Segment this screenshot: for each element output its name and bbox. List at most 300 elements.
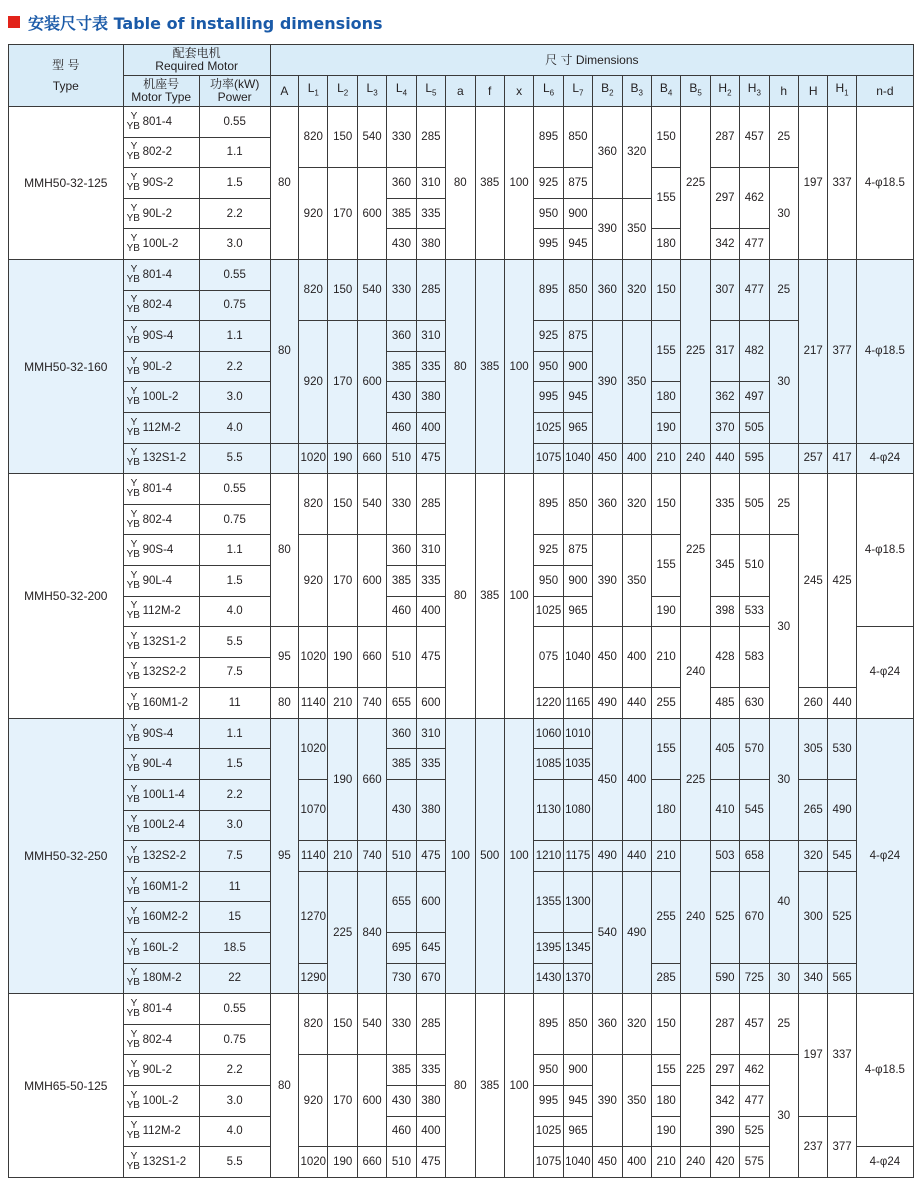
pump-type-cell: MMH50-32-200 [9, 474, 124, 719]
dim-cell-l5: 310 [416, 535, 445, 566]
dim-cell-l3: 600 [357, 168, 386, 260]
header-col-l2: $L_2$ [328, 76, 357, 107]
dim-cell-n-d: 4-φ24 [856, 443, 913, 474]
dim-cell-a: 80 [270, 107, 298, 260]
dim-cell-x: 100 [504, 259, 533, 473]
dim-cell-a: 100 [446, 718, 475, 993]
dim-cell-b4: 255 [651, 871, 680, 963]
dim-cell-b4: 210 [651, 1147, 680, 1178]
dim-cell-b4: 190 [651, 596, 680, 627]
dim-cell-h3: 462 [740, 1055, 769, 1086]
motor-frame: 160M1-2 [142, 880, 188, 893]
dim-cell-h1: 545 [828, 841, 856, 872]
motor-power-cell: 2.2 [199, 1055, 270, 1086]
dim-cell-l7: 900 [563, 565, 592, 596]
header-col-l5: $L_5$ [416, 76, 445, 107]
dim-cell-b4: 155 [651, 168, 680, 229]
table-row [9, 259, 914, 290]
motor-power-cell: 1.1 [199, 321, 270, 352]
dim-cell-l4: 655 [387, 871, 416, 932]
dim-cell-l6: 1075 [534, 443, 563, 474]
dim-cell-l6: 1220 [534, 688, 563, 719]
motor-frame: 801-4 [142, 482, 173, 495]
dim-cell-l3: 660 [357, 627, 386, 688]
dim-cell-h1: 425 [828, 474, 856, 688]
dim-cell-h2: 390 [710, 1116, 739, 1147]
dim-cell-l4: 360 [387, 168, 416, 199]
dim-cell-h: 340 [798, 963, 827, 994]
dim-cell-l5: 335 [416, 1055, 445, 1086]
dim-cell-b4: 150 [651, 474, 680, 535]
dim-cell-b4: 255 [651, 688, 680, 719]
motor-frame: 132S1-2 [142, 452, 187, 465]
motor-type-cell [123, 1086, 199, 1117]
motor-type-cell [123, 382, 199, 413]
dim-cell-h3: 462 [740, 168, 769, 229]
dim-cell-h: 25 [769, 259, 798, 320]
dim-cell-l3: 600 [357, 1055, 386, 1147]
motor-power-cell: 0.55 [199, 994, 270, 1025]
dim-cell-l6: 1025 [534, 412, 563, 443]
dim-cell-h2: 428 [710, 627, 739, 688]
dim-cell-l4: 330 [387, 994, 416, 1055]
header-col-a: a [446, 76, 475, 107]
dim-cell-h1: 337 [828, 107, 856, 260]
dim-cell-l6: 1130 [534, 780, 563, 841]
dim-cell-l7: 965 [563, 1116, 592, 1147]
motor-power-cell: 0.75 [199, 1024, 270, 1055]
motor-frame: 160M1-2 [142, 697, 188, 710]
dim-cell-l5: 335 [416, 749, 445, 780]
dim-cell-b4: 180 [651, 780, 680, 841]
motor-type-cell [123, 198, 199, 229]
yb-prefix: Y YB [126, 936, 140, 958]
dim-cell-a: 80 [446, 994, 475, 1178]
header-type [9, 45, 124, 107]
page-title: 安装尺寸表 Table of installing dimensions [28, 13, 383, 33]
dim-cell-b3: 320 [622, 107, 651, 199]
dim-cell-b2: 450 [593, 627, 622, 688]
dim-cell-h1: 440 [828, 688, 856, 719]
motor-power-cell: 4.0 [199, 412, 270, 443]
dim-cell-h3: 510 [740, 535, 769, 596]
dim-cell-l5: 475 [416, 1147, 445, 1178]
yb-prefix: Y YB [126, 1028, 140, 1050]
dim-cell-a [270, 443, 298, 474]
dim-cell-l5: 380 [416, 229, 445, 260]
yb-prefix: Y YB [126, 1150, 140, 1172]
dim-cell-l4: 430 [387, 382, 416, 413]
header-col-a: A [270, 76, 298, 107]
dim-cell-a: 80 [446, 474, 475, 719]
dim-cell-a: 80 [446, 107, 475, 260]
dim-cell-l6: 1060 [534, 718, 563, 749]
header-col-b4: $B_4$ [651, 76, 680, 107]
dim-cell-l1: 1070 [299, 780, 328, 841]
header-col-l4: $L_4$ [387, 76, 416, 107]
dim-cell-b3: 440 [622, 688, 651, 719]
dimensions-table [8, 44, 914, 1178]
dim-cell-x: 100 [504, 718, 533, 993]
dim-cell-h: 257 [798, 443, 827, 474]
dim-cell-b5: 225 [681, 994, 710, 1147]
dim-cell-h2: 335 [710, 474, 739, 535]
dim-cell-h3: 477 [740, 229, 769, 260]
dim-cell-l6: 1355 [534, 871, 563, 932]
header-col-l7: $L_7$ [563, 76, 592, 107]
dim-cell-b5: 240 [681, 443, 710, 474]
motor-type-cell [123, 596, 199, 627]
dim-cell-l6: 995 [534, 382, 563, 413]
dim-cell-b3: 400 [622, 1147, 651, 1178]
dim-cell-h2: 525 [710, 871, 739, 963]
dim-cell-h1: 377 [828, 1116, 856, 1177]
yb-prefix: Y YB [126, 1059, 140, 1081]
dim-cell-n-d: 4-φ18.5 [856, 994, 913, 1147]
dim-cell-l6: 895 [534, 259, 563, 320]
dim-cell-l4: 330 [387, 474, 416, 535]
dim-cell-b2: 360 [593, 107, 622, 199]
header-col-l6: $L_6$ [534, 76, 563, 107]
dim-cell-l5: 335 [416, 565, 445, 596]
motor-type-cell [123, 749, 199, 780]
motor-frame: 132S1-2 [142, 635, 187, 648]
dim-cell-h: 40 [769, 841, 798, 963]
dim-cell-l7: 900 [563, 1055, 592, 1086]
dim-cell-n-d: 4-φ18.5 [856, 107, 913, 260]
motor-frame: 100L-2 [142, 238, 179, 251]
dim-cell-b4: 155 [651, 321, 680, 382]
dim-cell-h2: 485 [710, 688, 739, 719]
yb-prefix: Y YB [126, 600, 140, 622]
motor-frame: 160L-2 [142, 941, 179, 954]
motor-type-cell [123, 535, 199, 566]
title-bar [8, 8, 383, 36]
dim-cell-l7: 1035 [563, 749, 592, 780]
header-type-en: Type [52, 78, 79, 93]
dim-cell-l7: 1175 [563, 841, 592, 872]
motor-power-cell: 1.5 [199, 168, 270, 199]
dim-cell-l6: 1395 [534, 933, 563, 964]
dim-cell-h: 237 [798, 1116, 827, 1177]
dim-cell-l4: 360 [387, 535, 416, 566]
table-row [9, 107, 914, 138]
pump-type-cell: MMH50-32-125 [9, 107, 124, 260]
dim-cell-h3: 505 [740, 412, 769, 443]
dim-cell-l7: 965 [563, 596, 592, 627]
dim-cell-b3: 350 [622, 535, 651, 627]
dim-cell-x: 100 [504, 474, 533, 719]
dim-cell-l3: 840 [357, 871, 386, 993]
dim-cell-b5: 240 [681, 627, 710, 719]
dim-cell-h: 217 [798, 259, 827, 443]
dim-cell-a: 95 [270, 718, 298, 993]
motor-frame: 100L-2 [142, 1094, 179, 1107]
yb-prefix: Y YB [126, 906, 140, 928]
yb-prefix: Y YB [126, 814, 140, 836]
dim-cell-l1: 1020 [299, 443, 328, 474]
dim-cell-l5: 335 [416, 198, 445, 229]
dim-cell-h2: 420 [710, 1147, 739, 1178]
dim-cell-b3: 400 [622, 443, 651, 474]
pump-type-cell: MMH50-32-250 [9, 718, 124, 993]
dim-cell-h3: 497 [740, 382, 769, 413]
dim-cell-h: 265 [798, 780, 827, 841]
dim-cell-h3: 457 [740, 107, 769, 168]
dim-cell-l7: 850 [563, 994, 592, 1055]
motor-type-cell [123, 259, 199, 290]
dim-cell-b5: 225 [681, 718, 710, 840]
dim-cell-l6: 895 [534, 474, 563, 535]
dim-cell-l4: 460 [387, 412, 416, 443]
dim-cell-l3: 540 [357, 107, 386, 168]
dim-cell-b2: 450 [593, 1147, 622, 1178]
dim-cell-l3: 600 [357, 321, 386, 443]
dim-cell-l5: 475 [416, 443, 445, 474]
dim-cell-l6: 995 [534, 229, 563, 260]
motor-frame: 160M2-2 [142, 911, 188, 924]
header-col-h: h [769, 76, 798, 107]
dim-cell-b5: 225 [681, 259, 710, 443]
dim-cell-l1: 1140 [299, 688, 328, 719]
yb-prefix: Y YB [126, 783, 140, 805]
motor-type-cell [123, 657, 199, 688]
dim-cell-l2: 210 [328, 688, 357, 719]
dim-cell-h3: 570 [740, 718, 769, 779]
dim-cell-h3: 477 [740, 1086, 769, 1117]
header-col-f: f [475, 76, 504, 107]
header-col-h1: $H_1$ [828, 76, 856, 107]
dim-cell-l4: 330 [387, 259, 416, 320]
dim-cell-h2: 440 [710, 443, 739, 474]
motor-type-cell [123, 933, 199, 964]
dim-cell-h2: 342 [710, 229, 739, 260]
dim-cell-x: 100 [504, 107, 533, 260]
yb-prefix: Y YB [126, 294, 140, 316]
dim-cell-b3: 320 [622, 474, 651, 535]
dim-cell-l6: 950 [534, 198, 563, 229]
dim-cell-l5: 600 [416, 688, 445, 719]
dim-cell-l1: 1020 [299, 718, 328, 779]
dim-cell-l5: 670 [416, 963, 445, 994]
yb-prefix: Y YB [126, 171, 140, 193]
dim-cell-l4: 510 [387, 627, 416, 688]
header-col-b3: $B_3$ [622, 76, 651, 107]
dim-cell-b4: 155 [651, 718, 680, 779]
motor-power-cell: 11 [199, 871, 270, 902]
yb-prefix: Y YB [126, 508, 140, 530]
dim-cell-b2: 360 [593, 259, 622, 320]
yb-prefix: Y YB [126, 324, 140, 346]
dim-cell-h1: 525 [828, 871, 856, 963]
dim-cell-h: 25 [769, 474, 798, 535]
motor-frame: 90S-2 [142, 176, 174, 189]
dim-cell-l4: 385 [387, 198, 416, 229]
yb-prefix: Y YB [126, 263, 140, 285]
dim-cell-l1: 920 [299, 321, 328, 443]
yb-prefix: Y YB [126, 1089, 140, 1111]
dim-cell-h [769, 443, 798, 474]
dim-cell-l4: 510 [387, 841, 416, 872]
motor-frame: 100L2-4 [142, 819, 185, 832]
header-col-h2: $H_2$ [710, 76, 739, 107]
dim-cell-a: 80 [270, 994, 298, 1178]
dim-cell-h2: 297 [710, 168, 739, 229]
dim-cell-h: 30 [769, 535, 798, 719]
dim-cell-h3: 457 [740, 994, 769, 1055]
table-row [9, 994, 914, 1025]
dim-cell-h: 30 [769, 1055, 798, 1177]
dim-cell-n-d: 4-φ24 [856, 1147, 913, 1178]
dim-cell-l7: 850 [563, 259, 592, 320]
motor-frame: 802-4 [142, 299, 173, 312]
motor-type-cell [123, 994, 199, 1025]
dim-cell-l6: 1085 [534, 749, 563, 780]
yb-prefix: Y YB [126, 477, 140, 499]
dim-cell-h2: 405 [710, 718, 739, 779]
motor-type-cell [123, 504, 199, 535]
dim-cell-l7: 1300 [563, 871, 592, 932]
motor-frame: 801-4 [142, 268, 173, 281]
motor-power-cell: 3.0 [199, 229, 270, 260]
dim-cell-h: 30 [769, 168, 798, 260]
dim-cell-l6: 950 [534, 565, 563, 596]
yb-prefix: Y YB [126, 845, 140, 867]
dim-cell-l7: 900 [563, 351, 592, 382]
dim-cell-l5: 285 [416, 994, 445, 1055]
dim-cell-h2: 370 [710, 412, 739, 443]
dim-cell-b3: 400 [622, 627, 651, 688]
motor-type-cell [123, 168, 199, 199]
dim-cell-l5: 400 [416, 1116, 445, 1147]
dim-cell-h3: 630 [740, 688, 769, 719]
dim-cell-b5: 225 [681, 474, 710, 627]
dim-cell-h2: 503 [710, 841, 739, 872]
motor-type-cell [123, 137, 199, 168]
dim-cell-l6: 925 [534, 168, 563, 199]
dim-cell-l5: 475 [416, 627, 445, 688]
dim-cell-l4: 510 [387, 1147, 416, 1178]
motor-power-cell: 1.1 [199, 535, 270, 566]
dim-cell-l5: 310 [416, 168, 445, 199]
dim-cell-l7: 1040 [563, 1147, 592, 1178]
motor-power-cell: 2.2 [199, 351, 270, 382]
motor-type-cell [123, 1024, 199, 1055]
yb-prefix: Y YB [126, 875, 140, 897]
dim-cell-l4: 385 [387, 565, 416, 596]
motor-power-cell: 3.0 [199, 1086, 270, 1117]
dim-cell-b2: 390 [593, 535, 622, 627]
dim-cell-h2: 410 [710, 780, 739, 841]
dim-cell-b4: 180 [651, 1086, 680, 1117]
motor-frame: 90L-2 [142, 1064, 173, 1077]
dim-cell-h2: 307 [710, 259, 739, 320]
dim-cell-b4: 190 [651, 1116, 680, 1147]
dim-cell-b2: 390 [593, 321, 622, 443]
dim-cell-b5: 225 [681, 107, 710, 260]
dim-cell-l7: 945 [563, 229, 592, 260]
header-col-l3: $L_3$ [357, 76, 386, 107]
yb-prefix: Y YB [126, 722, 140, 744]
dim-cell-l7: 1040 [563, 627, 592, 688]
dim-cell-l1: 1140 [299, 841, 328, 872]
dim-cell-l4: 385 [387, 749, 416, 780]
dim-cell-n-d: 4-φ24 [856, 627, 913, 719]
dim-cell-h: 320 [798, 841, 827, 872]
dim-cell-h3: 545 [740, 780, 769, 841]
dim-cell-h3: 533 [740, 596, 769, 627]
motor-type-cell [123, 780, 199, 811]
dim-cell-h: 197 [798, 107, 827, 260]
dim-cell-h: 260 [798, 688, 827, 719]
yb-prefix: Y YB [126, 630, 140, 652]
dim-cell-n-d: 4-φ24 [856, 718, 913, 993]
motor-power-cell: 0.55 [199, 107, 270, 138]
dim-cell-l7: 850 [563, 474, 592, 535]
dim-cell-l1: 1020 [299, 627, 328, 688]
motor-type-cell [123, 627, 199, 658]
dim-cell-l6: 1025 [534, 596, 563, 627]
header-col-h: H [798, 76, 827, 107]
dim-cell-l6: 925 [534, 321, 563, 352]
motor-power-cell: 1.1 [199, 718, 270, 749]
dim-cell-h3: 725 [740, 963, 769, 994]
dim-cell-l3: 600 [357, 535, 386, 627]
dim-cell-h: 25 [769, 994, 798, 1055]
dim-cell-l3: 660 [357, 443, 386, 474]
dim-cell-b2: 390 [593, 1055, 622, 1147]
dim-cell-h3: 477 [740, 259, 769, 320]
dim-cell-l5: 380 [416, 780, 445, 841]
motor-power-cell: 0.75 [199, 290, 270, 321]
yb-prefix: Y YB [126, 447, 140, 469]
dim-cell-h: 30 [769, 718, 798, 840]
dim-cell-a: 80 [446, 259, 475, 473]
dim-cell-h: 30 [769, 963, 798, 994]
dim-cell-l5: 645 [416, 933, 445, 964]
dim-cell-b3: 350 [622, 321, 651, 443]
dim-cell-l7: 1040 [563, 443, 592, 474]
motor-frame: 132S1-2 [142, 1155, 187, 1168]
motor-power-cell: 5.5 [199, 627, 270, 658]
dim-cell-l7: 945 [563, 382, 592, 413]
dim-cell-a: 95 [270, 627, 298, 688]
motor-frame: 100L1-4 [142, 788, 185, 801]
motor-power-cell: 2.2 [199, 198, 270, 229]
dim-cell-l2: 150 [328, 107, 357, 168]
motor-power-cell: 0.75 [199, 504, 270, 535]
motor-type-cell [123, 718, 199, 749]
dim-cell-l6: 1210 [534, 841, 563, 872]
dim-cell-l1: 920 [299, 1055, 328, 1147]
dim-cell-l2: 225 [328, 871, 357, 993]
dim-cell-h2: 342 [710, 1086, 739, 1117]
motor-type-cell [123, 1055, 199, 1086]
motor-type-cell [123, 107, 199, 138]
motor-type-cell [123, 963, 199, 994]
motor-frame: 90S-4 [142, 329, 174, 342]
dim-cell-l3: 540 [357, 474, 386, 535]
dim-cell-h2: 398 [710, 596, 739, 627]
dim-cell-f: 385 [475, 107, 504, 260]
dim-cell-l4: 655 [387, 688, 416, 719]
motor-type-cell [123, 351, 199, 382]
dim-cell-f: 385 [475, 994, 504, 1178]
dim-cell-l4: 330 [387, 107, 416, 168]
motor-type-cell [123, 474, 199, 505]
motor-frame: 100L-2 [142, 391, 179, 404]
dim-cell-b4: 180 [651, 382, 680, 413]
